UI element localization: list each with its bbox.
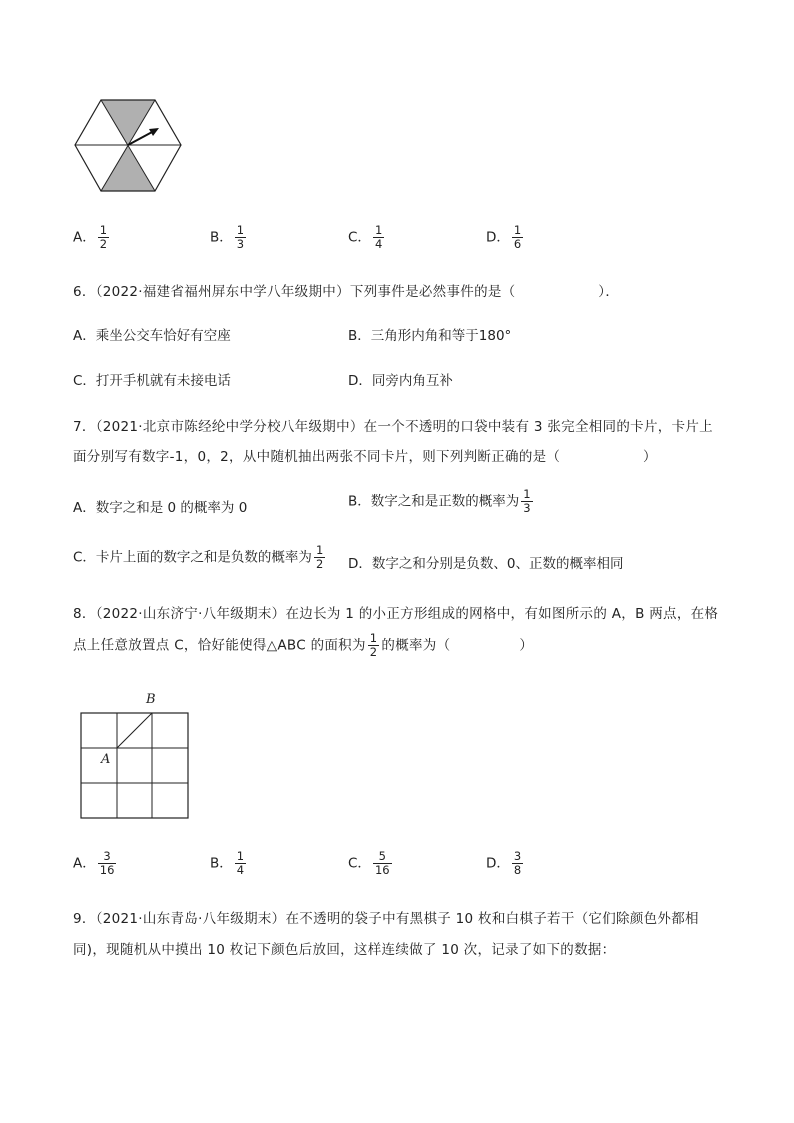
square-grid-figure <box>80 712 190 820</box>
q7-option-a[interactable]: A．数字之和是 0 的概率为 0 <box>73 500 248 516</box>
shaded-sector-bottom <box>101 145 155 191</box>
q5-option-a[interactable]: A． $\frac{1}{2}$ <box>73 223 108 251</box>
q7-option-d[interactable]: D．数字之和分别是负数、0、正数的概率相同 <box>348 556 624 572</box>
q8-stem-line2: 点上任意放置点 C，恰好能使得△ABC 的面积为 $\frac{1}{2}$ 的概率为（ ） <box>73 631 534 659</box>
q5-option-b[interactable]: B． $\frac{1}{3}$ <box>210 223 245 251</box>
q6-option-c[interactable]: C．打开手机就有未接电话 <box>73 373 231 389</box>
q8-option-b[interactable]: B． $\frac{1}{4}$ <box>210 849 245 877</box>
shaded-sector-top <box>101 100 155 145</box>
q6-option-b[interactable]: B．三角形内角和等于180° <box>348 328 512 344</box>
q8-option-a[interactable]: A． $\frac{3}{16}$ <box>73 849 115 877</box>
q8-option-d[interactable]: D． $\frac{3}{8}$ <box>486 849 522 877</box>
q6-option-a[interactable]: A．乘坐公交车恰好有空座 <box>73 328 231 344</box>
q6-option-d[interactable]: D．同旁内角互补 <box>348 373 453 389</box>
q5-option-c[interactable]: C． $\frac{1}{4}$ <box>348 223 383 251</box>
q7-option-b[interactable]: B．数字之和是正数的概率为 $\frac{1}{3}$ <box>348 487 531 515</box>
hexagon-spinner-figure <box>72 98 184 194</box>
grid-label-b: B <box>146 692 156 707</box>
q7-stem-line2: 面分别写有数字-1，0，2，从中随机抽出两张不同卡片，则下列判断正确的是（ ） <box>73 449 657 465</box>
segment-ab <box>117 713 152 748</box>
q7-option-c[interactable]: C．卡片上面的数字之和是负数的概率为 $\frac{1}{2}$ <box>73 543 324 571</box>
q9-stem-line1: 9．（2021·山东青岛·八年级期末）在不透明的袋子中有黑棋子 10 枚和白棋子若干（它们除颜色外都相 <box>73 911 699 927</box>
grid-label-a: A <box>101 752 111 767</box>
q8-option-c[interactable]: C． $\frac{5}{16}$ <box>348 849 390 877</box>
q7-stem-line1: 7．（2021·北京市陈经纶中学分校八年级期中）在一个不透明的口袋中装有 3 张完全相同的卡片，卡片上 <box>73 419 713 435</box>
q9-stem-line2: 同)，现随机从中摸出 10 枚记下颜色后放回，这样连续做了 10 次，记录了如下的数据： <box>73 942 616 958</box>
q8-stem-line1: 8．（2022·山东济宁·八年级期末）在边长为 1 的小正方形组成的网格中，有如图所示的 A，B 两点，在格 <box>73 606 719 622</box>
q6-stem: 6．（2022·福建省福州屏东中学八年级期中）下列事件是必然事件的是（ ）． <box>73 284 620 300</box>
q5-option-d[interactable]: D． $\frac{1}{6}$ <box>486 223 522 251</box>
